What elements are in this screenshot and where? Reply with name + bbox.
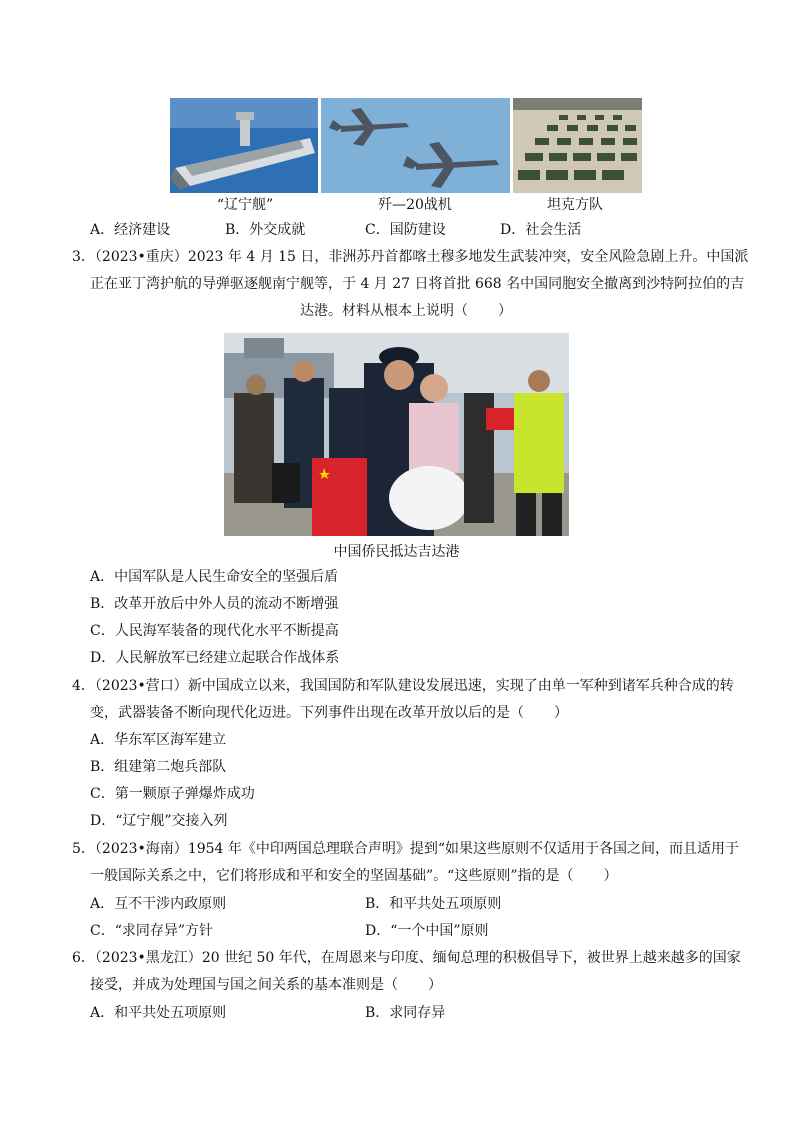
q5-stem-line2: 一般国际关系之中，它们将形成和平和安全的坚固基础”。“这些原则”指的是（ ） (90, 868, 618, 884)
q2-option-d[interactable]: D．社会生活 (500, 222, 582, 238)
q3-stem-line1: 3．（2023•重庆）2023 年 4 月 15 日，非洲苏丹首都喀土穆多地发生武装冲突，安全风险急剧上升。中国派 (72, 249, 749, 265)
q5-option-c[interactable]: C．“求同存异”方针 (90, 923, 214, 939)
q6-stem-line2: 接受，并成为处理国与国之间关系的基本准则是（ ） (90, 977, 442, 993)
q6-option-b[interactable]: B．求同存异 (365, 1005, 446, 1021)
q2-option-c[interactable]: C．国防建设 (365, 222, 446, 238)
q5-option-d[interactable]: D．“一个中国”原则 (365, 923, 489, 939)
q3-stem-line2: 正在亚丁湾护航的导弹驱逐舰南宁舰等，于 4 月 27 日将首批 668 名中国同胞安全撤离到沙特阿拉伯的吉 (90, 276, 745, 292)
q6-option-a[interactable]: A．和平共处五项原则 (90, 1005, 227, 1021)
q4-option-c[interactable]: C．第一颗原子弹爆炸成功 (90, 786, 255, 802)
q5-option-b[interactable]: B．和平共处五项原则 (365, 896, 502, 912)
q3-option-c[interactable]: C．人民海军装备的现代化水平不断提高 (90, 623, 339, 639)
q4-option-d[interactable]: D．“辽宁舰”交接入列 (90, 813, 228, 829)
q6-stem-line1: 6．（2023•黑龙江）20 世纪 50 年代，在周恩来与印度、缅甸总理的积极倡导下，被世界上越来越多的国家 (72, 950, 741, 966)
q2-option-b[interactable]: B．外交成就 (225, 222, 306, 238)
q3-option-b[interactable]: B．改革开放后中外人员的流动不断增强 (90, 596, 339, 612)
q4-option-a[interactable]: A．华东军区海军建立 (90, 732, 227, 748)
fighter-jet-photo (321, 98, 510, 193)
jet-caption: 歼—20战机 (378, 197, 452, 213)
tank-caption: 坦克方队 (547, 197, 603, 213)
q3-option-a[interactable]: A．中国军队是人民生命安全的坚强后盾 (90, 569, 339, 585)
q4-stem-line2: 变，武器装备不断向现代化迈进。下列事件出现在改革开放以后的是（ ） (90, 705, 568, 721)
q3-option-d[interactable]: D．人民解放军已经建立起联合作战体系 (90, 650, 340, 666)
tank-parade-photo (513, 98, 642, 193)
aircraft-carrier-photo (170, 98, 318, 193)
evacuation-caption: 中国侨民抵达吉达港 (333, 544, 460, 560)
carrier-caption: “辽宁舰” (216, 197, 274, 213)
q4-stem-line1: 4．（2023•营口）新中国成立以来，我国国防和军队建设发展迅速，实现了由单一军种到诸军兵种合成的转 (72, 678, 734, 694)
q5-stem-line1: 5．（2023•海南）1954 年《中印两国总理联合声明》提到“如果这些原则不仅适用于各国之间，而且适用于 (72, 841, 740, 857)
q4-option-b[interactable]: B．组建第二炮兵部队 (90, 759, 227, 775)
evacuation-photo (224, 333, 569, 536)
q2-option-a[interactable]: A．经济建设 (90, 222, 171, 238)
q5-option-a[interactable]: A．互不干涉内政原则 (90, 896, 227, 912)
q3-stem-line3: 达港。材料从根本上说明（ ） (300, 303, 512, 319)
